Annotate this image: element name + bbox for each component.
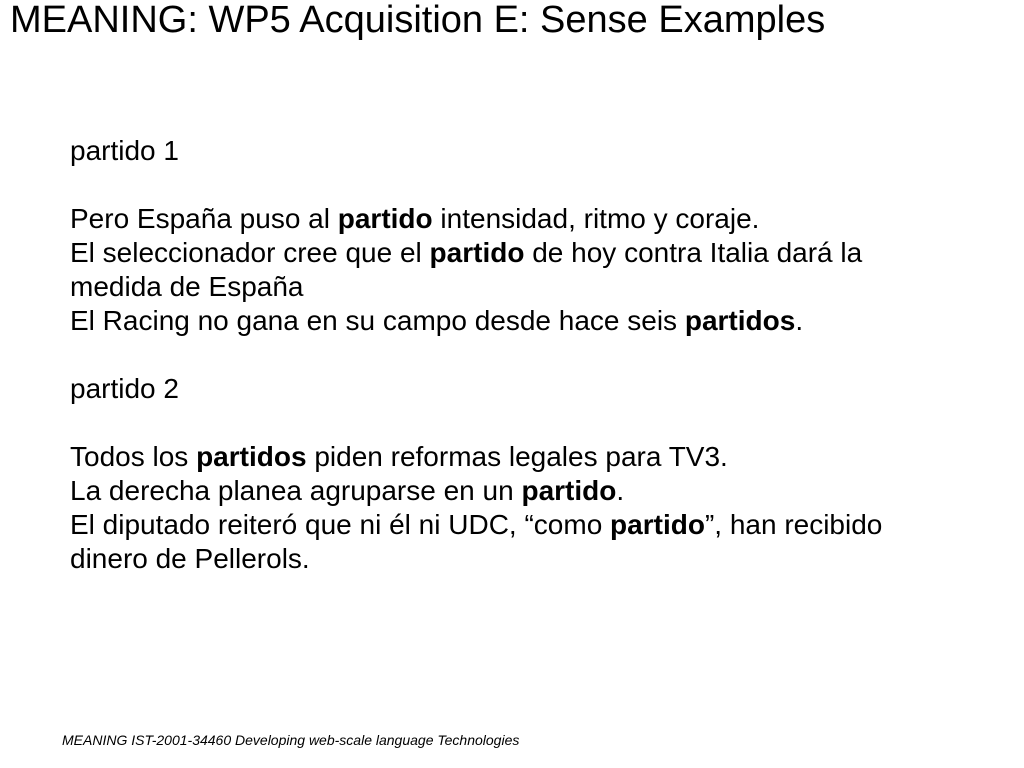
example-sentence — [70, 474, 930, 508]
example-sentence — [70, 508, 930, 576]
example-list — [70, 202, 930, 338]
example-text-after: ”, han recibido dinero de Pellerols. — [70, 509, 883, 574]
target-word: partido — [521, 475, 617, 506]
target-word: partidos — [196, 441, 307, 472]
target-word: partido — [337, 203, 433, 234]
target-word: partido — [610, 509, 705, 540]
example-text-after: . — [795, 305, 804, 336]
sense-heading: partido 1 — [70, 135, 179, 166]
example-text-after: . — [616, 475, 625, 506]
slide-title: MEANING: WP5 Acquisition E: Sense Examples — [10, 0, 826, 41]
example-text-before: El seleccionador cree que el — [70, 237, 430, 268]
slide-content — [70, 134, 930, 576]
example-sentence — [70, 440, 930, 474]
example-sentence — [70, 202, 930, 236]
example-list — [70, 440, 930, 576]
sense-group-partido-2 — [70, 372, 930, 576]
example-text-before: El diputado reiteró que ni él ni UDC, “como — [70, 509, 611, 540]
example-sentence — [70, 304, 930, 338]
example-text-before: Pero España puso al — [70, 203, 338, 234]
target-word: partido — [429, 237, 525, 268]
example-sentence — [70, 236, 930, 304]
sense-heading: partido 2 — [70, 373, 179, 404]
slide-footer: MEANING IST-2001-34460 Developing web-scale language Technologies — [62, 732, 520, 748]
target-word: partidos — [684, 305, 796, 336]
example-text-after: intensidad, ritmo y coraje. — [432, 203, 760, 234]
example-text-after: piden reformas legales para TV3. — [306, 441, 728, 472]
example-text-after: de hoy contra Italia dará la medida de España — [70, 237, 863, 302]
example-text-before: La derecha planea agruparse en un — [70, 475, 522, 506]
example-text-before: Todos los — [70, 441, 197, 472]
sense-group-partido-1 — [70, 134, 930, 338]
example-text-before: El Racing no gana en su campo desde hace seis — [70, 305, 685, 336]
